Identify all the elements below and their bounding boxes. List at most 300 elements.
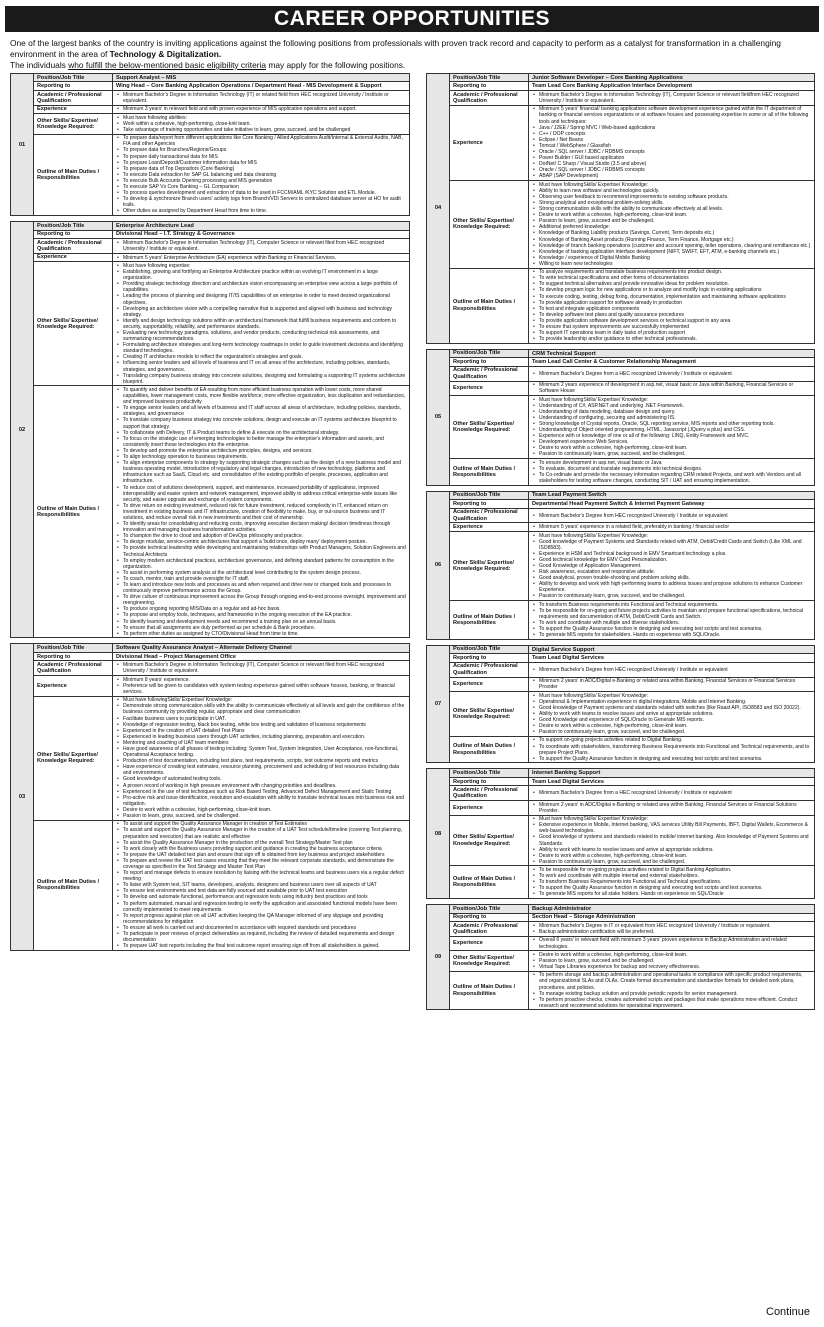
skills-value (529, 815, 815, 866)
qualification-label: Academic / Professional Qualification (450, 786, 529, 801)
list-item: • Minimum Bachelor's Degree from HEC recognized University / Institute or equivalent (539, 667, 811, 673)
list-item: • Good knowledge of systems and standards related to mobile/ internet banking. Also knowledge of Payment Systems and Standards (539, 834, 811, 846)
list-item: • Knowledge of banking application interface development (NIFT, SWIFT, EFT, ATM, e-banking channels etc.) (539, 249, 811, 255)
list-item: • C++ / OOP concepts (539, 131, 811, 137)
list-item: • Production of test documentation, including test plans, test requirements, scripts, test outcome reports and metrics (123, 758, 406, 764)
job-table (426, 73, 815, 344)
list-item: • Passion to continuously learn, grow, succeed, and be challenged. (539, 451, 811, 457)
list-item: • To report and manage defects to ensure resolution by liaising with the technical teams and business users via a regular defect meeting (123, 870, 406, 882)
list-item: • To be responsible for on-going projects activities related to Digital Banking Application. (539, 867, 811, 873)
list-item: • Minimum Bachelor's Degree in Information Technology (IT) or related field from HEC recognized University / Institute or equivalent. (123, 92, 406, 104)
list-item: • Knowledge of regression testing, black box testing, white box testing and validation of business requirements (123, 722, 406, 728)
list-item: • To reduce cost of solutions development, support, and maintenance, increased portability of applications, improved interoperability and easier system and network management, improved ability to address critical enterprise-wide issues like security, and easier upgrade and exchange of system components. (123, 485, 406, 503)
list-item: • Have good awareness of all phases of testing including; System Test, System Integration, User Acceptance, non-functional, Operational Acceptance testing. (123, 746, 406, 758)
list-item: • To align technology operation to business requirements. (123, 454, 406, 460)
list-item: • To work and coordinate with multiple and diverse stakeholders. (539, 620, 811, 626)
list-item: • Minimum 5 years' Enterprise Architecture (EA) experience within Banking or Financial Services. (123, 255, 406, 261)
duties-list (116, 821, 406, 949)
list-item: • Ability to work with teams to resolve issues and arrive at appropriate solutions. (539, 847, 811, 853)
experience-list (532, 937, 811, 949)
job-header-row (11, 644, 410, 652)
list-item: • Must have following abilities: (123, 115, 406, 121)
list-item: • Passion to continuously learn, grow, succeed, and be challenged. (539, 859, 811, 865)
job-title: Enterprise Architecture Lead (113, 222, 410, 230)
list-item: • To ensure development in asp.net, visual basic or Java (539, 460, 811, 466)
list-item: • Minimum Bachelor's Degree in IT or equivalent from HEC recognized University / Institute or equivalent. (539, 923, 811, 929)
duties-label: Outline of Main Duties / Responsibilities (450, 866, 529, 899)
experience-value (113, 676, 410, 696)
intro-paragraph (10, 38, 814, 60)
job-table (426, 645, 815, 764)
list-item: • Knowledge of Banking Liability products (Savings, Current, Term deposits etc.) (539, 230, 811, 236)
reporting-label: Reporting to (450, 500, 529, 508)
duties-list (532, 460, 811, 484)
job-header-row (11, 222, 410, 230)
duties-value (529, 971, 815, 1010)
qualification-row (427, 508, 815, 523)
qualification-value (529, 662, 815, 677)
reporting-row (11, 230, 410, 238)
list-item: • Minimum Bachelor's Degree from a HEC recognized University / Institute or equivalent (539, 790, 811, 796)
list-item: • To develop program logic for new applications or to analyze and modify logic in existing applications (539, 287, 811, 293)
skills-label: Other Skills/ Expertise/ Knowledge Required: (450, 396, 529, 459)
list-item: • To perform other duties as assigned by CTO/Divisional Head from time to time. (123, 631, 406, 637)
list-item: • Strong knowledge of Crystal reports, Oracle, SQL reporting service, MIS reports and other reporting tools. (539, 421, 811, 427)
reporting-label: Reporting to (450, 82, 529, 90)
skills-value (529, 396, 815, 459)
list-item: • Mentoring and coaching of UAT team members (123, 740, 406, 746)
list-item: • To prepare UAT test reports including the final test outcome report ensuring sign off from all stakeholders is gained. (123, 943, 406, 949)
list-item: • Other duties as assigned by Department Head from time to time. (123, 208, 406, 214)
qualification-list (116, 240, 406, 252)
list-item: • To champion the drive to cloud and adoption of DevOps philosophy and practice. (123, 533, 406, 539)
list-item: • To provide leadership and/or guidance to other technical professionals. (539, 336, 811, 342)
experience-value (529, 801, 815, 815)
reporting-row (427, 358, 815, 366)
list-item: • Leading the process of planning and designing IT/IS capabilities of an enterprise in order to meet desired organizational objectives. (123, 293, 406, 305)
qualification-row (427, 90, 815, 105)
list-item: • To identify learning and development needs and recommend a training plan on an annual basis. (123, 619, 406, 625)
reporting-value: Team Lead Core Banking Application Interface Development (529, 82, 815, 90)
skills-value (529, 692, 815, 737)
reporting-label: Reporting to (450, 913, 529, 921)
skills-value (529, 181, 815, 269)
list-item: • To ensure that all assignments are duly performed as per schedule & Bank procedure. (123, 625, 406, 631)
job-title: Team Lead Payment Switch (529, 491, 815, 499)
list-item: • Work within a cohesive, high-performing, close-knit team. (123, 121, 406, 127)
list-item: • Have experience of creating test estimates, resource planning, procurement and scheduling of test resources including data and environments. (123, 764, 406, 776)
experience-label: Experience (450, 381, 529, 395)
list-item: • Good knowledge of Payment systems and standards related with switches (like Raast API, ISO8583 and ISO 20022). (539, 705, 811, 711)
list-item: • Good technical knowledge for EMV Card Personalization. (539, 557, 811, 563)
job-header-row (427, 491, 815, 499)
list-item: • Developing an architecture vision with a compelling narrative that is supported and aligned with business and technology strategy. (123, 306, 406, 318)
skills-label: Other Skills/ Expertise/ Knowledge Required: (34, 696, 113, 820)
list-item: • Passion to learn, grow, succeed and be challenged. (539, 218, 811, 224)
experience-list (116, 255, 406, 261)
duties-list (532, 972, 811, 1009)
list-item: • Minimum 2 years' in ADC/Digital e-Banking or related area within Banking, Financial Services or Financial Solutions Provider. (539, 802, 811, 814)
skills-label: Other Skills/ Expertise/ Knowledge Required: (450, 815, 529, 866)
duties-row (427, 268, 815, 343)
qualification-value (529, 786, 815, 801)
list-item: • Strong communication skills with the ability to communicate effectively at all levels. (539, 206, 811, 212)
list-item: • To execute coding, testing, debug fixing, documentation, implementation and maintaining software applications (539, 294, 811, 300)
list-item: • To test and integrate application components (539, 306, 811, 312)
list-item: • Java / J2EE / Spring MVC / Web-based applications (539, 125, 811, 131)
list-item: • To work closely with the Business users providing support and guidance in creating the business acceptance criteria (123, 846, 406, 852)
list-item: • Experience in HSM and Technical background in EMV Smartcard technology a plus. (539, 551, 811, 557)
skills-list (532, 816, 811, 865)
list-item: • Experienced in the creation of UAT detailed Test Plans (123, 728, 406, 734)
qualification-list (532, 371, 811, 377)
job-number: 02 (11, 222, 34, 638)
list-item: • To focus on the strategic use of emerging technologies to better manage the enterprise's information and assets, and consistently insert those technologies into the enterprise. (123, 436, 406, 448)
duties-label: Outline of Main Duties / Responsibilities (450, 971, 529, 1010)
job-title: Backup Administrator (529, 905, 815, 913)
duties-label: Outline of Main Duties / Responsibilities (34, 134, 113, 215)
list-item: • Must have followingSkills/ Expertise/ Knowledge: (539, 397, 811, 403)
list-item: • To execute Data extraction for SAP GL balancing and data cleansing (123, 172, 406, 178)
qualification-list (532, 667, 811, 673)
list-item: • To learn and introduce new tools and processes as and when required and drive new or changed tools and processes to continuously improve performance across the Group. (123, 582, 406, 594)
list-item: • Minimum Bachelor's Degree in Information Technology (IT), Computer Science or relevant filed from HEC recognized University / Institute or equivalent. (123, 240, 406, 252)
list-item: • Additional preferred knowledge: (539, 224, 811, 230)
reporting-label: Reporting to (34, 82, 113, 90)
job-title: Software Quality Assurance Analyst – Alternate Delivery Channel (113, 644, 410, 652)
experience-label: Experience (34, 676, 113, 696)
experience-label: Experience (34, 253, 113, 261)
list-item: • To support on-going projects activities related to Digital Banking. (539, 737, 811, 743)
list-item: • Oracle / SQL server / JDBC / RDBMS concepts (539, 167, 811, 173)
reporting-value: Section Head – Storage Administration (529, 913, 815, 921)
intro (10, 38, 814, 71)
list-item: • To assist in performing system analysis at the architectural level contributing to the system design process. (123, 570, 406, 576)
job-table (426, 768, 815, 899)
continue-label: Continue (766, 1306, 811, 1318)
job-number: 08 (427, 769, 450, 899)
list-item: • Experienced in the use of test techniques such as Risk Based Testing, Advanced Defect Management and Static Testing (123, 789, 406, 795)
qualification-value (529, 366, 815, 381)
list-item: • Preference will be given to candidates with system testing experience gained within software houses, banking, or financial services. (123, 683, 406, 695)
list-item: • To ensure all work is carried out and documented in accordance with required standards and procedures (123, 925, 406, 931)
skills-value (113, 114, 410, 134)
duties-value (529, 736, 815, 763)
list-item: • Establishing, growing and fortifying an Enterprise Architecture practice within an evolving IT environment in a large organization. (123, 269, 406, 281)
reporting-label: Reporting to (450, 358, 529, 366)
qualification-label: Academic / Professional Qualification (450, 366, 529, 381)
experience-value (113, 253, 410, 261)
list-item: • Creating IT architecture models to reflect the organization's strategies and goals. (123, 354, 406, 360)
job-number: 06 (427, 491, 450, 639)
list-item: • To assist and support the Quality Assurance Manager in creation of Test Estimates (123, 821, 406, 827)
qualification-row (11, 661, 410, 676)
experience-label: Experience (450, 523, 529, 531)
duties-list (532, 602, 811, 639)
job-table (426, 904, 815, 1010)
skills-label: Other Skills/ Expertise/ Knowledge Required: (450, 692, 529, 737)
job-number: 03 (11, 644, 34, 950)
qualification-value (529, 90, 815, 105)
list-item: • To employ modern architectural practices, architecture governance, and defining standard patterns for consumption in the organization. (123, 558, 406, 570)
skills-row (11, 262, 410, 386)
list-item: • To drive culture of continuous improvement across the Group through ongoing end-to-end process oversight, improvement and reengineering. (123, 594, 406, 606)
eligibility-underlined: who fulfill the below-mentioned basic eligibility criteria (68, 60, 267, 70)
skills-list (116, 263, 406, 385)
position-label: Position/Job Title (450, 491, 529, 499)
intro-text: One of the largest banks of the country is inviting applications against the following positions from professionals with proven track record and capacity to perform as a catalyst for transformation in a challenging environment in the area of (10, 38, 781, 59)
reporting-value: Team Lead Digital Services (529, 777, 815, 785)
list-item: • Must have followingSkills/ Expertise/ Knowledge: (539, 693, 811, 699)
experience-row (11, 676, 410, 696)
list-item: • Desire to work within a cohesive, high-performing, close-knit team. (123, 807, 406, 813)
list-item: • To report progress against plan on all UAT activities keeping the QA Manager informed of any slippage and providing recommendations for mitigation (123, 913, 406, 925)
list-item: • To process queries development and extraction of data to be used in FCCM/AML /KYC Solution and ETL Module. (123, 190, 406, 196)
reporting-value: Wing Head – Core Banking Application Operations / Department Head - MIS Development & Support (113, 82, 410, 90)
skills-list (532, 397, 811, 458)
duties-list (532, 867, 811, 897)
list-item: • Tomcat / WebSphere / Glassfish (539, 143, 811, 149)
skills-row (427, 951, 815, 971)
reporting-label: Reporting to (34, 652, 113, 660)
reporting-label: Reporting to (450, 777, 529, 785)
list-item: • Backup administration certification will be preferred. (539, 929, 811, 935)
list-item: • Evaluating new technology paradigms, solutions, and vendor products, conducting technical risk assessments, and summarizing recommendations. (123, 330, 406, 342)
position-label: Position/Job Title (450, 645, 529, 653)
job-title: CRM Technical Support (529, 349, 815, 357)
duties-row (11, 134, 410, 215)
duties-label: Outline of Main Duties / Responsibilities (34, 386, 113, 638)
list-item: • Overall 6 years' in relevant field with minimum 3 years' proven experience in Backup Administration and related technologies. (539, 937, 811, 949)
right-column (426, 73, 815, 1313)
eligibility-suffix: may apply for the following positions. (268, 60, 406, 70)
skills-list (532, 693, 811, 736)
list-item: • Must have followingSkills/ Expertise/ Knowledge: (539, 816, 811, 822)
list-item: • To ensure that system improvements are successfully implemented (539, 324, 811, 330)
experience-row (427, 677, 815, 691)
list-item: • Minimum 2 years experience of development in asp.net, visual basic or Java within Banking, Financial Services or Software House (539, 382, 811, 394)
list-item: • To design modular, service-centric architectures that support a 'build once, deploy many' deployment posture. (123, 539, 406, 545)
reporting-label: Reporting to (34, 230, 113, 238)
job-table (426, 349, 815, 486)
list-item: • To execute Bulk Accounts Opening processing and MIS generation (123, 178, 406, 184)
list-item: • Power Builder / GUI based application (539, 155, 811, 161)
qualification-list (532, 92, 811, 104)
list-item: • Minimum 8 years' experience. (123, 677, 406, 683)
list-item: • To prepare data for Branches/Regions/Groups (123, 147, 406, 153)
job-title: Junior Software Developer – Core Banking Applications (529, 74, 815, 82)
experience-row (11, 253, 410, 261)
experience-value (529, 936, 815, 950)
list-item: • To prepare and review the UAT test cases ensuring that they meet the relevant corporate standards, and demonstrate the coverage as specified in the Test Strategy and Master Test Plan (123, 858, 406, 870)
skills-label: Other Skills/ Expertise/ Knowledge Required: (450, 181, 529, 269)
list-item: • To support the Quality Assurance function in designing and executing test scripts and test scenarios. (539, 885, 811, 891)
list-item: • Ability to develop and work with high-performing teams to address issues and propose solutions to enhance Customer Experience. (539, 581, 811, 593)
list-item: • To perform storage and backup administration and operational tasks in compliance with specific product requirements, and organizational SLAs and OLAs. Create format documentation and standardize formats for detailed work plans, procedures, and policies. (539, 972, 811, 990)
skills-value (113, 696, 410, 820)
list-item: • Oracle / SQL server / JDBC / RDBMS concepts (539, 149, 811, 155)
skills-row (427, 692, 815, 737)
job-number: 05 (427, 349, 450, 485)
duties-value (113, 134, 410, 215)
position-label: Position/Job Title (34, 644, 113, 652)
list-item: • To participate in peer reviews of project deliverables as required, including the review of detailed requirements and design documentation (123, 931, 406, 943)
list-item: • Minimum 5 years' experience in a related field, preferably in banking / financial sector (539, 524, 811, 530)
list-item: • Operational & Implementation experience in digital integrations, Mobile and Internet Banking. (539, 699, 811, 705)
list-item: • Desire to work within a cohesive, high-performing, close-knit team. (539, 952, 811, 958)
eligibility-line (10, 60, 814, 71)
experience-row (427, 523, 815, 531)
job-table (10, 643, 410, 950)
list-item: • Extensive experience in Mobile, Internet banking, VAS services Utility Bill Payments, IBFT, Digital Wallets, Ecommerce & web-based technologies. (539, 822, 811, 834)
skills-list (532, 952, 811, 970)
list-item: • Facilitate business users to participate in UAT. (123, 716, 406, 722)
reporting-row (11, 652, 410, 660)
qualification-label: Academic / Professional Qualification (34, 661, 113, 676)
position-label: Position/Job Title (450, 769, 529, 777)
intro-bold-text: Technology & Digitalization. (109, 49, 222, 59)
list-item: • Willing to learn new technologies (539, 261, 811, 267)
qualification-list (116, 662, 406, 674)
duties-row (427, 866, 815, 899)
list-item: • To develop & synchronize Branch users' activity logs from Branch/VDI Servers to centralized database server at HO for audit trails. (123, 196, 406, 208)
list-item: • To drive return on existing investment, reduced risk for future investment, reduced complexity in IT, enhanced return on investment in existing business and IT infrastructure, creation of flexibility to make, buy, or out-source business and IT solutions, and reduce overall risk in new investments and their cost of ownership. (123, 503, 406, 521)
reporting-value: Team Lead Call Center & Customer Relationship Management (529, 358, 815, 366)
duties-list (116, 135, 406, 214)
list-item: • Minimum 3 years' in relevant field and with proven experience of MIS application operations and support. (123, 106, 406, 112)
list-item: • To perform proactive checks, creates automated scripts and packages that make operations more efficient. Conduct research and recommend solutions for operational improvement. (539, 997, 811, 1009)
list-item: • Knowledge of Banking Asset products (Running Finance, Term Finance, Mortgage etc.) (539, 237, 811, 243)
duties-label: Outline of Main Duties / Responsibilities (450, 736, 529, 763)
duties-label: Outline of Main Duties / Responsibilities (450, 459, 529, 486)
list-item: • To generate MIS reports for all stake holders. Hands on experience on SQL/Oracle (539, 891, 811, 897)
list-item: • To align enterprise components to strategy by supporting strategic changes such as the design of a new business model and business operating model, introduction of regulatory and legal changes, introduction of new technology, platforms and infrastructure such as SaaS, Cloud etc. and consolidation of the existing portfolio of people, processes, application and infrastructure. (123, 460, 406, 484)
list-item: • Good analytical, proven trouble-shooting and problem solving skills. (539, 575, 811, 581)
list-item: • Understanding of data modeling, database design and query. (539, 409, 811, 415)
list-item: • To engage senior leaders and all levels of business and IT staff across all areas of architecture, including policies, standards, strategies, and governance (123, 405, 406, 417)
list-item: • Minimum Bachelor's Degree from a HEC recognized University / Institute or equivalent (539, 371, 811, 377)
list-item: • ABAP (SAP Development) (539, 173, 811, 179)
list-item: • To liaise with System test, SIT teams, developers, analysts, designers and business users over all aspects of UAT (123, 882, 406, 888)
experience-label: Experience (450, 677, 529, 691)
list-item: • To develop and promote the enterprise architecture principles, designs, and services. (123, 448, 406, 454)
duties-value (113, 820, 410, 950)
job-title: Digital Service Support (529, 645, 815, 653)
list-item: • Understanding of Object oriented programming, HTML, Javascript (JQuery a plus) and CSS. (539, 427, 811, 433)
experience-value (529, 677, 815, 691)
experience-label: Experience (450, 936, 529, 950)
experience-list (532, 678, 811, 690)
list-item: • To provide technical leadership while developing and maintaining relationships with Product Managers, Solution Engineers and Technical Architects (123, 545, 406, 557)
list-item: • To perform automated, manual and regression testing to verify the application and associated functional models have been correctly implemented to meet requirements (123, 901, 406, 913)
list-item: • To produce ongoing reporting MIS/Data on a regular and ad-hoc basis. (123, 606, 406, 612)
list-item: • Good knowledge of automated testing tools. (123, 776, 406, 782)
list-item: • Minimum Bachelor's Degree in Information Technology (IT), Computer Science or relevant filed from HEC recognized University / Institute or equivalent. (123, 662, 406, 674)
duties-row (11, 820, 410, 950)
qualification-label: Academic / Professional Qualification (450, 662, 529, 677)
eligibility-prefix: The individuals (10, 60, 66, 70)
list-item: • To support the Quality Assurance function in designing and executing test scripts and test scenarios. (539, 626, 811, 632)
list-item: • Ability to learn new software and technologies quickly. (539, 188, 811, 194)
list-item: • To Co-ordinate and provide the necessary information regarding CRM related Projects, and work with Vendors and all stakeholders for testing software changes, conducting SIT / UAT and ensuring implementation. (539, 472, 811, 484)
qualification-label: Academic / Professional Qualification (450, 922, 529, 937)
skills-row (427, 181, 815, 269)
list-item: • To execute SAP Vs Core Banking – GL Comparison (123, 184, 406, 190)
list-item: • Desire to work within a cohesive, high-performing, close-knit team. (539, 853, 811, 859)
duties-list (532, 737, 811, 761)
list-item: • Identify and design technology solutions within an architectural framework that fulfill business requirements and conform to security, supportability, reliability, and performance standards. (123, 318, 406, 330)
list-item: • To coach, mentor, train and provide oversight for IT staff. (123, 576, 406, 582)
list-item: • To support the Quality Assurance function in designing and executing test scripts and test scenarios. (539, 756, 811, 762)
job-number: 09 (427, 905, 450, 1010)
position-label: Position/Job Title (450, 74, 529, 82)
qualification-value (113, 90, 410, 105)
skills-label: Other Skills/ Expertise/ Knowledge Required: (450, 531, 529, 600)
page-title: CAREER OPPORTUNITIES (5, 6, 819, 32)
position-label: Position/Job Title (34, 222, 113, 230)
skills-label: Other Skills/ Expertise/ Knowledge Required: (34, 262, 113, 386)
list-item: • Influencing senior leaders and all levels of business and IT on all areas of the architecture, including policies, standards, strategies, and governance. (123, 360, 406, 372)
experience-row (427, 105, 815, 180)
job-header-row (427, 349, 815, 357)
reporting-row (427, 500, 815, 508)
duties-row (427, 736, 815, 763)
duties-row (427, 971, 815, 1010)
duties-value (529, 459, 815, 486)
list-item: • Ability to work with teams to resolve issues and arrive at appropriate solutions. (539, 711, 811, 717)
job-number: 07 (427, 645, 450, 763)
qualification-row (11, 90, 410, 105)
job-header-row (11, 74, 410, 82)
list-item: • Minimum 2 years' in ADC/Digital e-Banking or related area within Banking, Financial Services or Financial Services Provider (539, 678, 811, 690)
skills-value (529, 951, 815, 971)
job-table (426, 491, 815, 640)
duties-value (529, 268, 815, 343)
list-item: • To develop and automate functional, performance and regression tests using industry best practices and tools (123, 894, 406, 900)
list-item: • To provide application software development services or technical support in any area (539, 318, 811, 324)
list-item: • To develop software test plans and quality assurance procedures (539, 312, 811, 318)
qualification-list (116, 92, 406, 104)
job-header-row (427, 645, 815, 653)
skills-list (116, 697, 406, 819)
experience-list (116, 677, 406, 695)
reporting-row (427, 654, 815, 662)
list-item: • To generate MIS reports for stakeholders. Hands on experience with SQL/Oracle. (539, 632, 811, 638)
reporting-row (427, 913, 815, 921)
list-item: • Eclipse / Net Beans (539, 137, 811, 143)
skills-label: Other Skills/ Expertise/ Knowledge Required: (34, 114, 113, 134)
list-item: • Must have followingSkills/ Expertise/ Knowledge: (539, 533, 811, 539)
list-item: • To propose and employ tools, techniques, and frameworks in the ongoing execution of the EA practice. (123, 612, 406, 618)
position-label: Position/Job Title (34, 74, 113, 82)
experience-list (116, 106, 406, 112)
qualification-value (529, 922, 815, 937)
list-item: • Desire to work within a cohesive, high-performing, close-knit team. (539, 723, 811, 729)
reporting-row (427, 777, 815, 785)
skills-value (113, 262, 410, 386)
duties-value (529, 866, 815, 899)
job-header-row (427, 769, 815, 777)
list-item: • To collaborate with Delivery, IT & Product teams to define & execute on the architectural strategy. (123, 430, 406, 436)
list-item: • Good knowledge of Payment Systems and Standards related with ATM, Debit/Credit Cards and Switch (Like XML and ISO8583). (539, 539, 811, 551)
list-item: • To prepare daily transactional data for MIS (123, 154, 406, 160)
list-item: • To prepare Loan/Deposit/Customer information data for MIS (123, 160, 406, 166)
duties-label: Outline of Main Duties / Responsibilities (450, 601, 529, 640)
list-item: • To suggest technical alternatives and provide innovative ideas for problem resolution. (539, 281, 811, 287)
list-item: • Desire to work within a cohesive, high-performing, close-knit team. (539, 212, 811, 218)
list-item: • To support IT operations team in daily tasks of production support (539, 330, 811, 336)
list-item: • A proven record of working in high pressure environment with changing priorities and deadlines. (123, 783, 406, 789)
